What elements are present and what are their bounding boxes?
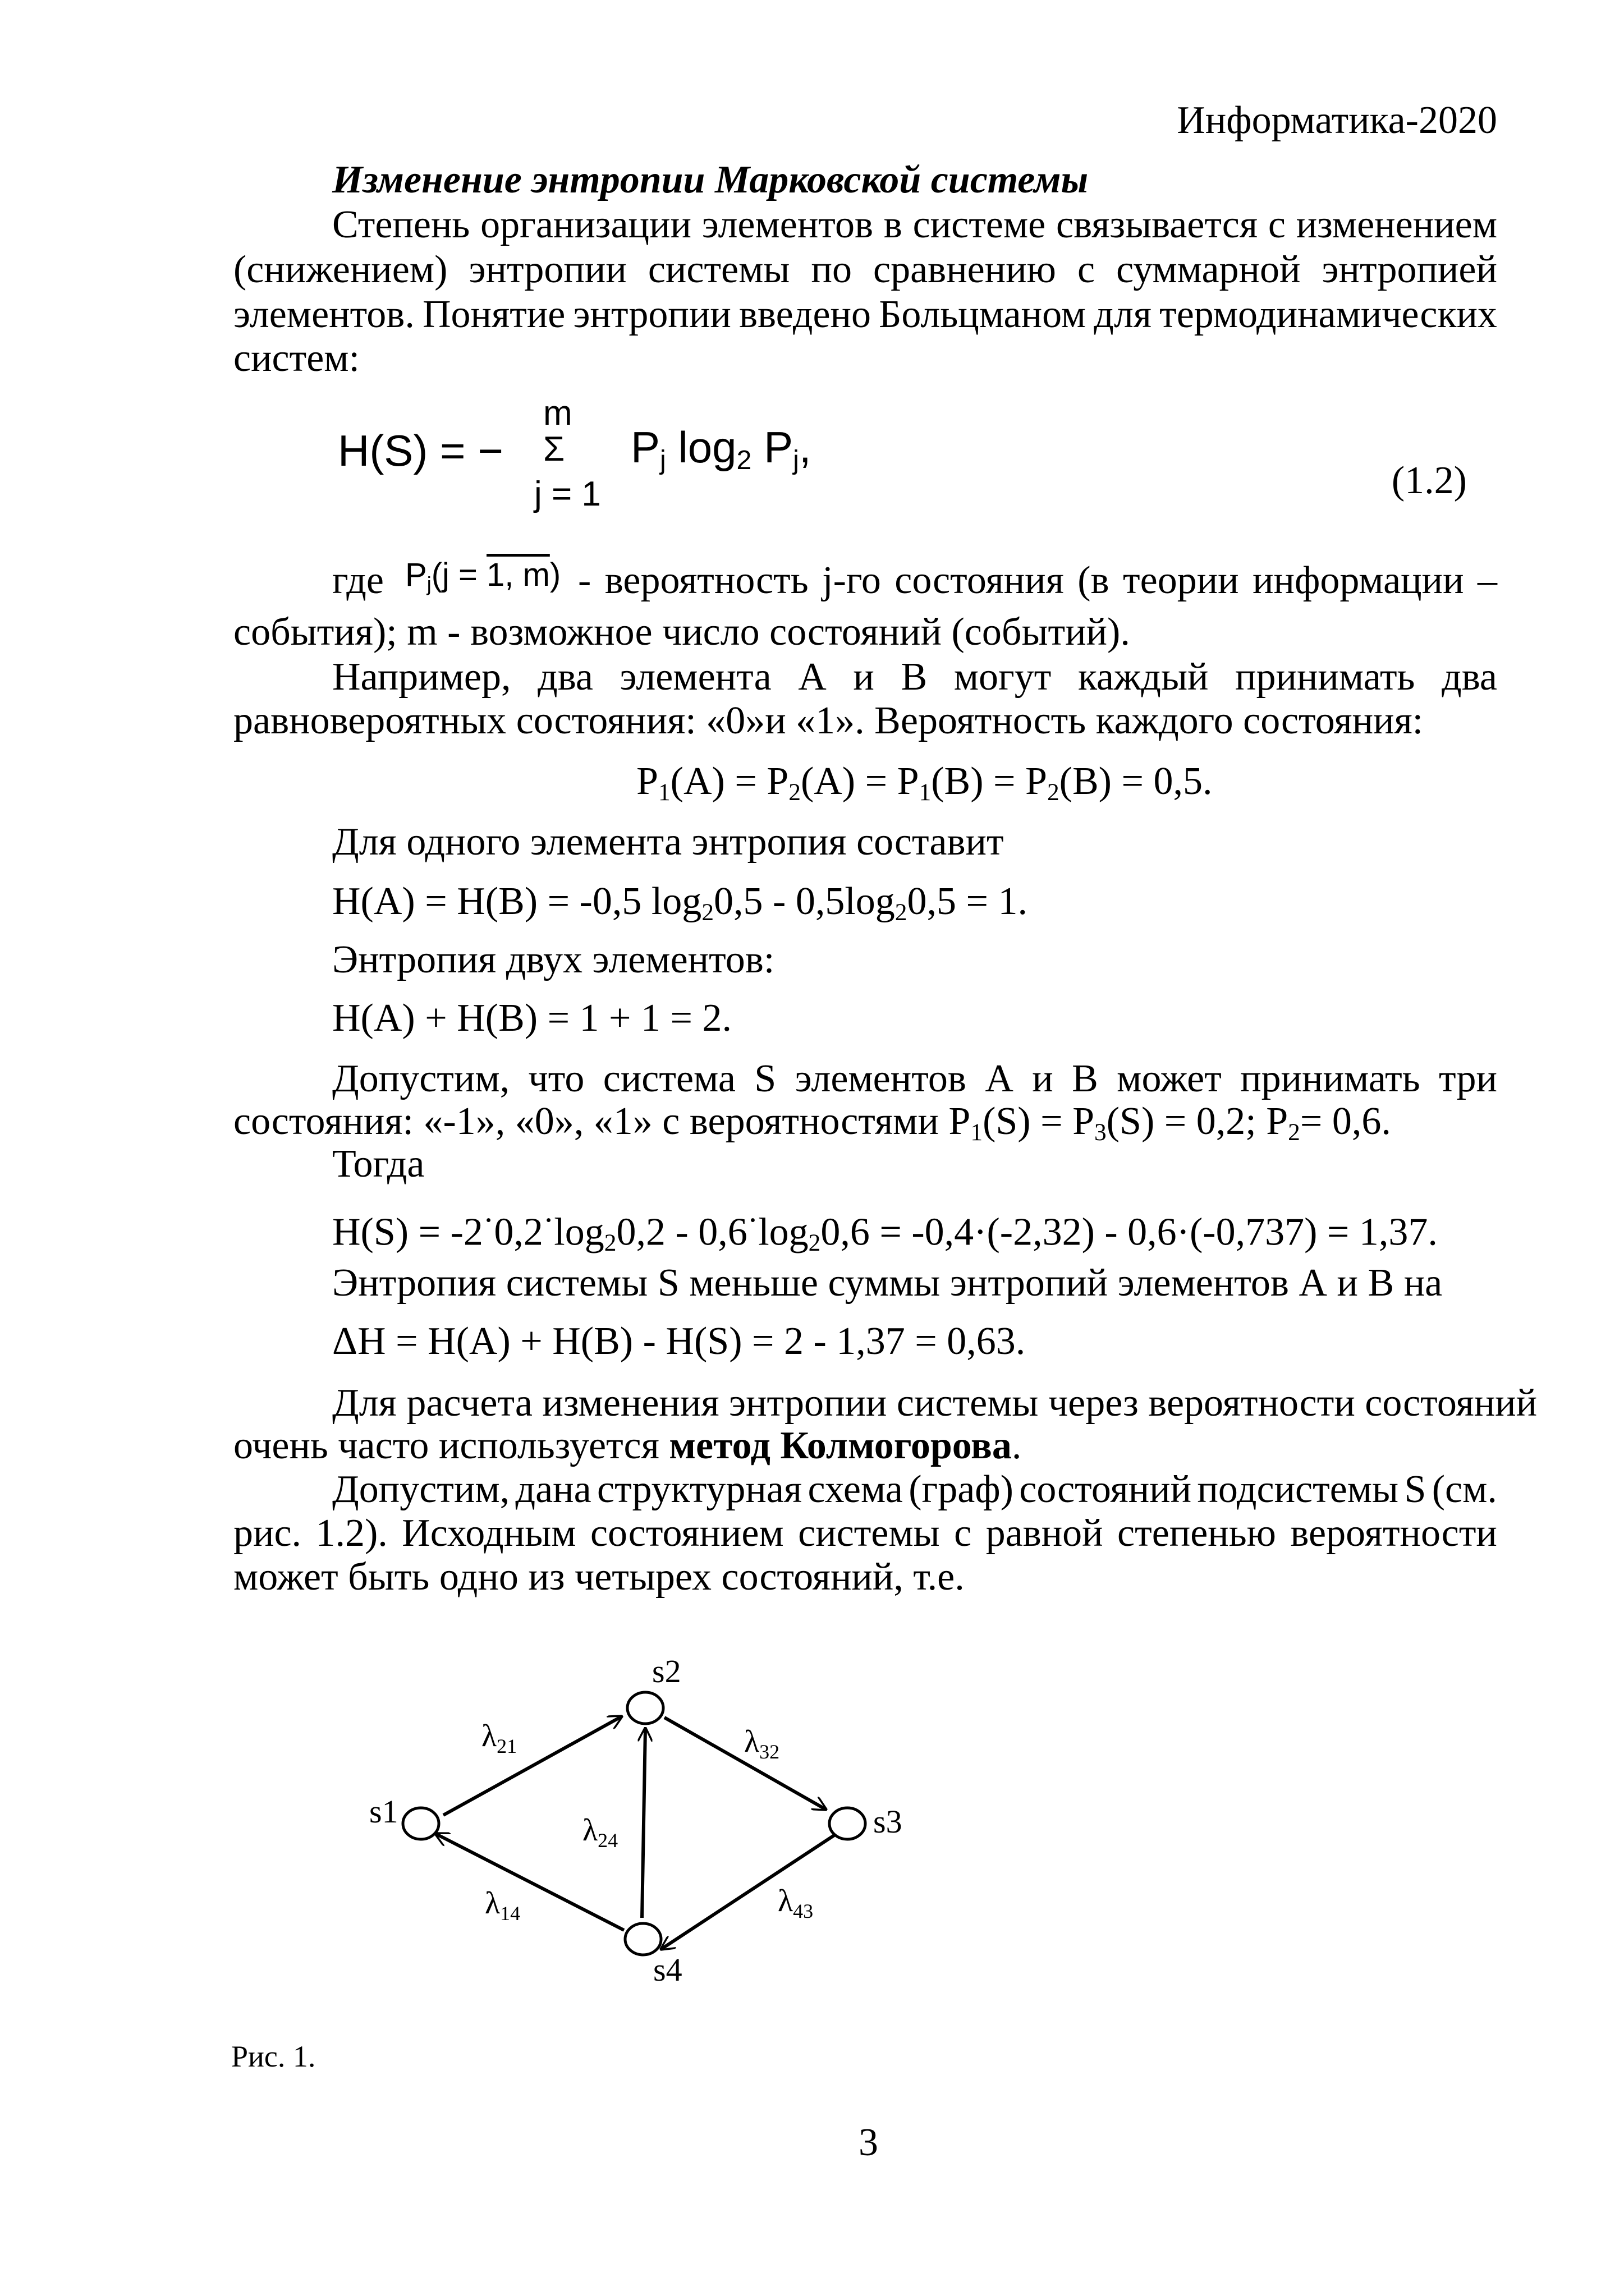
eq-part: 0,2 — [494, 1210, 543, 1254]
word: подсистемы — [1197, 1468, 1399, 1511]
word: с — [954, 1512, 972, 1555]
word: два — [538, 655, 593, 699]
word: принимать — [1240, 1057, 1420, 1100]
word: введено — [738, 293, 871, 336]
word: А — [985, 1057, 1013, 1100]
eq-part: (A) = P — [670, 760, 789, 803]
word: принимать — [1235, 655, 1415, 699]
edge-s1-s2 — [443, 1716, 622, 1815]
eq-dot: · — [543, 1202, 554, 1238]
word: состоянием — [590, 1512, 784, 1555]
node-label-s1: s1 — [369, 1793, 398, 1830]
para4-text: Энтропия двух элементов: — [332, 938, 775, 981]
word: элементов. — [233, 293, 415, 336]
word: с — [1077, 248, 1095, 291]
eq-part: 0,6 = -0,4·(-2,32) - 0,6·(-0,737) = 1,37. — [820, 1210, 1438, 1254]
text-part: (S) = 0,2; P — [1106, 1100, 1288, 1143]
where-paren-open: (j = — [431, 557, 487, 593]
where-line2: события); m - возможное число состояний (событий). — [233, 610, 1130, 654]
word: связывается — [1056, 203, 1258, 246]
eq-part: log — [758, 1210, 809, 1254]
node-s2 — [627, 1692, 663, 1724]
para8-line1: Для расчета изменения энтропии системы через вероятности состояний — [332, 1381, 1538, 1425]
word: (см. — [1432, 1468, 1497, 1511]
node-label-s4: s4 — [653, 1951, 682, 1988]
word: 1.2). — [315, 1512, 388, 1555]
formula-sum-bottom: j = 1 — [534, 475, 601, 513]
node-label-s2: s2 — [652, 1653, 681, 1689]
where-p: P — [405, 557, 427, 593]
word: суммарной — [1116, 248, 1301, 291]
eq-part: 0,2 - 0,6 — [616, 1210, 747, 1254]
formula-log: log — [678, 423, 737, 472]
word: структурная — [597, 1468, 802, 1511]
word: энтропии — [573, 293, 731, 336]
word: (в — [1077, 559, 1109, 602]
eq-sub: 2 — [604, 1229, 617, 1257]
word: состояний — [1019, 1468, 1192, 1511]
word: состояния — [894, 559, 1064, 602]
where-word: где — [332, 559, 384, 602]
page-number: 3 — [859, 2121, 878, 2164]
word: Исходным — [402, 1512, 576, 1555]
edge-label-14 — [485, 1886, 520, 1925]
word: системы — [648, 248, 790, 291]
figure-caption: Рис. 1. — [231, 2040, 316, 2073]
word: три — [1439, 1057, 1497, 1100]
node-s4 — [625, 1923, 661, 1955]
eq-dot: · — [747, 1202, 759, 1238]
eq-part: (A) = P — [800, 760, 919, 803]
eq-sub: 2 — [701, 898, 714, 926]
formula-p2: P — [764, 423, 793, 472]
para5-line3: Тогда — [332, 1142, 425, 1186]
edge-s3-s4 — [661, 1835, 835, 1949]
lambda-symbol: λ — [485, 1886, 501, 1921]
where-range: 1, m — [487, 557, 550, 593]
word: термодинамических — [1159, 293, 1497, 336]
eq-part: log — [554, 1210, 604, 1254]
text-sub: 2 — [1288, 1118, 1300, 1146]
lambda-symbol: λ — [582, 1813, 598, 1848]
word: В — [1072, 1057, 1098, 1100]
lambda-index: 32 — [759, 1741, 780, 1763]
lambda-index: 21 — [497, 1735, 517, 1757]
text-part: = 0,6. — [1300, 1100, 1391, 1143]
lambda-index: 24 — [598, 1829, 618, 1852]
para4-equation: H(A) + H(B) = 1 + 1 = 2. — [332, 997, 732, 1040]
word: может — [1117, 1057, 1222, 1100]
kolmogorov-method: метод Колмогорова — [669, 1424, 1012, 1467]
word: (снижением) — [233, 248, 448, 291]
para2-line2: равновероятных состояния: «0»и «1». Вероятность каждого состояния: — [233, 699, 1424, 742]
word: схема — [808, 1468, 903, 1511]
lambda-symbol: λ — [481, 1719, 497, 1753]
eq-sub: 1 — [919, 778, 932, 806]
word: по — [811, 248, 852, 291]
word: в — [883, 203, 902, 246]
formula-p2-sub: j — [793, 445, 799, 476]
para7-text: Энтропия системы S меньше суммы энтропий элементов А и В на — [332, 1261, 1443, 1305]
word: энтропией — [1322, 248, 1497, 291]
word: организации — [480, 203, 691, 246]
formula-sum-sign: Σ — [543, 430, 565, 469]
word: каждый — [1077, 655, 1209, 699]
word: теории — [1123, 559, 1239, 602]
word: вероятности — [1290, 1512, 1497, 1555]
formula-sum-top: m — [543, 394, 572, 433]
word: элементов — [795, 1057, 966, 1100]
lambda-index: 14 — [500, 1902, 521, 1925]
text-sub: 3 — [1094, 1118, 1107, 1146]
para3-text: Для одного элемента энтропия составит — [332, 820, 1004, 864]
word: дана — [515, 1468, 591, 1511]
formula-p-sub: j — [660, 445, 666, 476]
word: равной — [985, 1512, 1103, 1555]
eq-part: H(S) = -2 — [332, 1210, 483, 1254]
eq-sub: 2 — [1047, 778, 1059, 806]
word: системы — [798, 1512, 940, 1555]
word: вероятность — [604, 559, 809, 602]
word: изменением — [1296, 203, 1497, 246]
eq-sub: 2 — [808, 1229, 821, 1257]
node-s3 — [829, 1808, 865, 1839]
word: могут — [953, 655, 1052, 699]
para9-line3: может быть одно из четырех состояний, т.е. — [233, 1555, 965, 1599]
word: S — [1404, 1468, 1426, 1511]
word: j-го — [822, 559, 881, 602]
word: S — [754, 1057, 777, 1100]
eq-part: (B) = P — [931, 760, 1047, 803]
word: – — [1477, 559, 1497, 602]
word: Больцманом — [879, 293, 1086, 336]
edge-label-21 — [481, 1719, 517, 1757]
word: рис. — [233, 1512, 302, 1555]
lambda-index: 43 — [793, 1900, 814, 1922]
word: с — [1268, 203, 1286, 246]
edge-label-24 — [582, 1813, 618, 1852]
word: А — [798, 655, 827, 699]
text-sub: 1 — [970, 1118, 983, 1146]
formula-comma: , — [799, 423, 811, 472]
edge-label-43 — [778, 1884, 813, 1922]
para7-equation: ΔH = H(A) + H(B) - H(S) = 2 - 1,37 = 0,63. — [332, 1320, 1026, 1363]
where-paren-close: ) — [549, 557, 561, 593]
word: степенью — [1117, 1512, 1276, 1555]
word: (граф) — [909, 1468, 1013, 1511]
word: сравнению — [873, 248, 1056, 291]
eq-part: (B) = 0,5. — [1059, 760, 1213, 803]
word: для — [1094, 293, 1152, 336]
text-part: . — [1011, 1424, 1022, 1467]
formula-p: P — [631, 423, 660, 472]
edge-s4-s2 — [642, 1728, 645, 1918]
word: и — [1032, 1057, 1053, 1100]
text-part: очень часто используется — [233, 1424, 669, 1467]
eq-dot: · — [483, 1202, 494, 1238]
eq-part: 0,5 = 1. — [907, 880, 1027, 923]
word: два — [1442, 655, 1497, 699]
word: элемента — [620, 655, 772, 699]
formula-log-base: 2 — [736, 445, 752, 476]
eq-part: 0,5 - 0,5log — [714, 880, 895, 923]
where-p-sub: j — [426, 572, 432, 595]
node-label-s3: s3 — [873, 1803, 902, 1840]
word: информации — [1253, 559, 1464, 602]
node-s1 — [403, 1808, 439, 1839]
eq-sub: 2 — [788, 778, 801, 806]
eq-part: P — [636, 760, 658, 803]
para1-line4: систем: — [233, 337, 360, 380]
word: система — [603, 1057, 736, 1100]
formula-number: (1.2) — [1391, 459, 1467, 502]
text-part: состояния: «-1», «0», «1» с вероятностями P — [233, 1100, 971, 1143]
word: Допустим, — [332, 1057, 510, 1100]
lambda-symbol: λ — [778, 1884, 793, 1918]
word: системе — [912, 203, 1046, 246]
formula-lhs: H(S) = − — [338, 426, 503, 475]
word: и — [853, 655, 874, 699]
lambda-symbol: λ — [744, 1724, 760, 1759]
word: Понятие — [422, 293, 566, 336]
word: - — [578, 559, 591, 602]
word: что — [528, 1057, 585, 1100]
word: Допустим, — [332, 1468, 510, 1511]
word: Степень — [332, 203, 470, 246]
word: элементов — [701, 203, 874, 246]
text-part: (S) = P — [983, 1100, 1095, 1143]
word: Например, — [332, 655, 511, 699]
eq-sub: 2 — [894, 898, 907, 926]
word: энтропии — [469, 248, 627, 291]
section-title: Изменение энтропии Марковской системы — [332, 158, 1089, 201]
eq-part: H(A) = H(B) = -0,5 log — [332, 880, 702, 923]
edge-s4-s1 — [435, 1834, 624, 1930]
eq-sub: 1 — [658, 778, 671, 806]
running-header: Информатика-2020 — [1177, 99, 1497, 142]
word: В — [901, 655, 928, 699]
edge-label-32 — [744, 1724, 779, 1763]
